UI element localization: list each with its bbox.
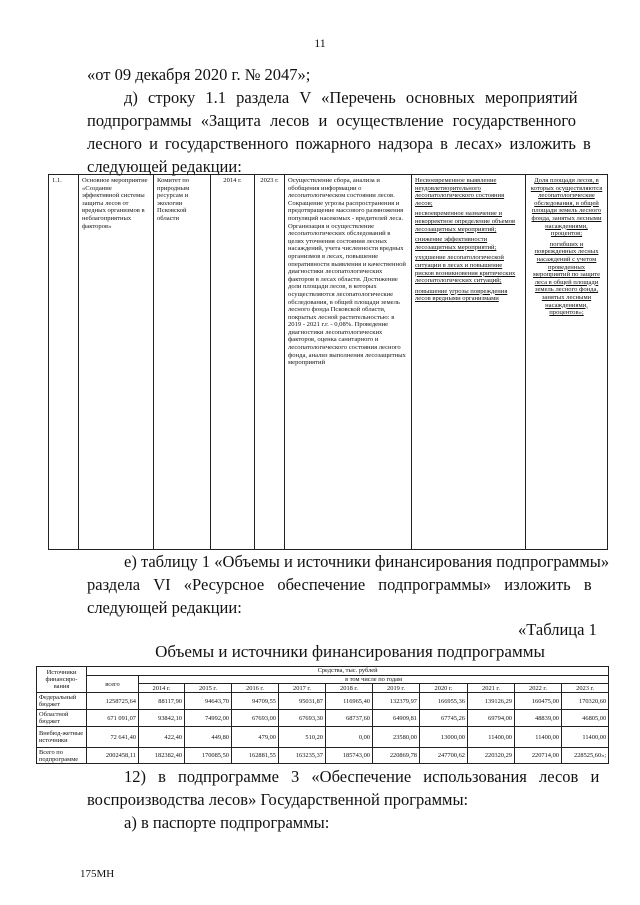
by-year-header: в том числе по годам <box>139 676 609 684</box>
cell: 479,00 <box>232 727 279 748</box>
para-12-line-2: воспроизводства лесов» Государственной программы: <box>87 790 469 809</box>
cell: 160475,00 <box>515 693 562 710</box>
row-total: 2002458,11 <box>87 748 139 764</box>
finance-table <box>36 666 609 764</box>
year-header: 2016 г. <box>232 684 279 693</box>
year-header: 2015 г. <box>185 684 232 693</box>
cell: 68737,60 <box>326 710 373 727</box>
source-header: Источники финансиро-вания <box>37 667 87 693</box>
measure-consequences <box>412 175 526 549</box>
para-d-line-3: лесного и государственного пожарного надзора в лесах» изложить в <box>87 134 591 153</box>
cell: 64909,81 <box>373 710 420 727</box>
measure-end: 2023 г. <box>255 175 285 549</box>
year-header: 2021 г. <box>468 684 515 693</box>
cell: 510,20 <box>279 727 326 748</box>
table-row <box>37 727 609 748</box>
cell: 185743,00 <box>326 748 373 764</box>
cell: 67693,00 <box>232 710 279 727</box>
consequence-item: снижение эффективности лесозащитных мероприятий; <box>415 236 497 251</box>
cell: 95031,87 <box>279 693 326 710</box>
para-e-line-3: следующей редакции: <box>87 598 242 617</box>
cell: 220320,29 <box>468 748 515 764</box>
cell: 13000,00 <box>420 727 468 748</box>
consequence-item: ухудшение лесопатологической ситуации в лесах и повышение рисков возникновения критических лесопатологических ситуаций; <box>415 254 516 285</box>
para-d-line-1: д) строку 1.1 раздела V «Перечень основных мероприятий <box>124 88 578 107</box>
cell: 23580,00 <box>373 727 420 748</box>
consequence-item: несвоевременное назначение и некорректное определение объемов лесозащитных мероприятий; <box>415 210 516 233</box>
year-header: 2014 г. <box>139 684 185 693</box>
cell: 163235,37 <box>279 748 326 764</box>
measure-start: 2014 г. <box>211 175 255 549</box>
row-label: Внебюд-жетные источники <box>37 727 87 748</box>
total-header: всего <box>87 676 139 693</box>
cell: 228525,60»; <box>562 748 609 764</box>
cell: 247700,62 <box>420 748 468 764</box>
cell: 116965,40 <box>326 693 373 710</box>
cell: 46805,00 <box>562 710 609 727</box>
footer-code: 175МН <box>80 868 115 880</box>
indicator-item: Доля площади лесов, в которых осуществляются лесопатологические обследования, в общей площади земель лесного фонда, занятых лесными насаждениями, процентов; <box>530 177 603 238</box>
cell: 449,80 <box>185 727 232 748</box>
cell: 69794,00 <box>468 710 515 727</box>
table-label: «Таблица 1 <box>518 620 597 639</box>
year-header: 2022 г. <box>515 684 562 693</box>
cell: 162881,55 <box>232 748 279 764</box>
indicator-item: погибших и поврежденных лесных насаждений с учетом проведенных мероприятий по защите леса в общей площади земель лесного фонда, занятых лесными насаждениями, процентов»; <box>532 240 601 317</box>
cell: 182382,40 <box>139 748 185 764</box>
year-header: 2020 г. <box>420 684 468 693</box>
cell: 94643,70 <box>185 693 232 710</box>
para-d-line-2: подпрограммы «Защита лесов и осуществление государственного <box>87 111 577 130</box>
measure-name: Основное мероприятие «Создание эффективной системы защиты лесов от вредных организмов в неблагоприятных факторов» <box>79 175 154 549</box>
measure-executor: Комитет по природным ресурсам и экологии Псковской области <box>154 175 211 549</box>
consequence-item: Несвоевременное выявление неудовлетворительного лесопатологического состояния лесов; <box>415 177 505 207</box>
para-e-line-1: е) таблицу 1 «Объемы и источники финансирования подпрограммы» <box>124 552 610 571</box>
row-total: 72 641,40 <box>87 727 139 748</box>
table-row <box>37 693 609 710</box>
row-total: 1258725,64 <box>87 693 139 710</box>
cell: 170085,50 <box>185 748 232 764</box>
para-a: а) в паспорте подпрограммы: <box>124 813 330 832</box>
cell: 67693,30 <box>279 710 326 727</box>
measure-content: Осуществление сбора, анализа и обобщения информации о лесопатологическом состоянии лесов. Сокращение угрозы распространения и предотвращение массового размножения популяций насекомых - вредителей леса. Организация и осуществление лесопатологических обследований в целях уточнения состояния лесных насаждений, учета численности вредных организмов в лесах, повышение оперативности выявления и качественной диагностики лесопатологических факторов в лесах области. Достижение доли площади лесов, в которых осуществляются лесопатологические обследования, в общей площади земель лесного фонда Псковской области, покрытых лесной растительностью: в 2019 - 2021 г.г. - 0,08%. Проведение диагностики лесопатологических факторов, оценка санитарного и лесопатологического состояния лесного фонда, анализ выполнения лесозащитных мероприятий <box>285 175 412 549</box>
table-row <box>37 748 609 764</box>
cell: 94709,55 <box>232 693 279 710</box>
cell: 11400,00 <box>515 727 562 748</box>
para-e-line-2: раздела VI «Ресурсное обеспечение подпрограммы» изложить в <box>87 575 592 594</box>
cell: 48839,00 <box>515 710 562 727</box>
year-header: 2023 г. <box>562 684 609 693</box>
cell: 0,00 <box>326 727 373 748</box>
para-12-line-1: 12) в подпрограмме 3 «Обеспечение использования лесов и <box>124 767 600 786</box>
measure-number: 1.1. <box>49 175 79 549</box>
measure-indicators <box>526 175 607 549</box>
decree-line: «от 09 декабря 2020 г. № 2047»; <box>87 65 311 84</box>
year-header: 2018 г. <box>326 684 373 693</box>
row-total: 671 091,07 <box>87 710 139 727</box>
row-label: Областной бюджет <box>37 710 87 727</box>
page-number: 11 <box>314 36 326 50</box>
year-header: 2017 г. <box>279 684 326 693</box>
cell: 132379,97 <box>373 693 420 710</box>
cell: 170320,60 <box>562 693 609 710</box>
table-row <box>37 710 609 727</box>
cell: 422,40 <box>139 727 185 748</box>
cell: 67745,26 <box>420 710 468 727</box>
row-label: Всего по подпрограмме <box>37 748 87 764</box>
cell: 139126,29 <box>468 693 515 710</box>
cell: 93842,10 <box>139 710 185 727</box>
measures-table <box>48 174 608 550</box>
table-title: Объемы и источники финансирования подпрограммы <box>155 642 545 661</box>
cell: 220714,00 <box>515 748 562 764</box>
cell: 74992,00 <box>185 710 232 727</box>
row-label: Федеральный бюджет <box>37 693 87 710</box>
funds-header: Средства, тыс. рублей <box>87 667 609 676</box>
cell: 11400,00 <box>562 727 609 748</box>
cell: 11400,00 <box>468 727 515 748</box>
para-d-line-4: следующей редакции: <box>87 157 242 176</box>
cell: 166955,36 <box>420 693 468 710</box>
year-header: 2019 г. <box>373 684 420 693</box>
consequence-item: повышение угрозы повреждения лесов вредными организмами <box>415 287 508 303</box>
cell: 220869,78 <box>373 748 420 764</box>
cell: 88117,90 <box>139 693 185 710</box>
